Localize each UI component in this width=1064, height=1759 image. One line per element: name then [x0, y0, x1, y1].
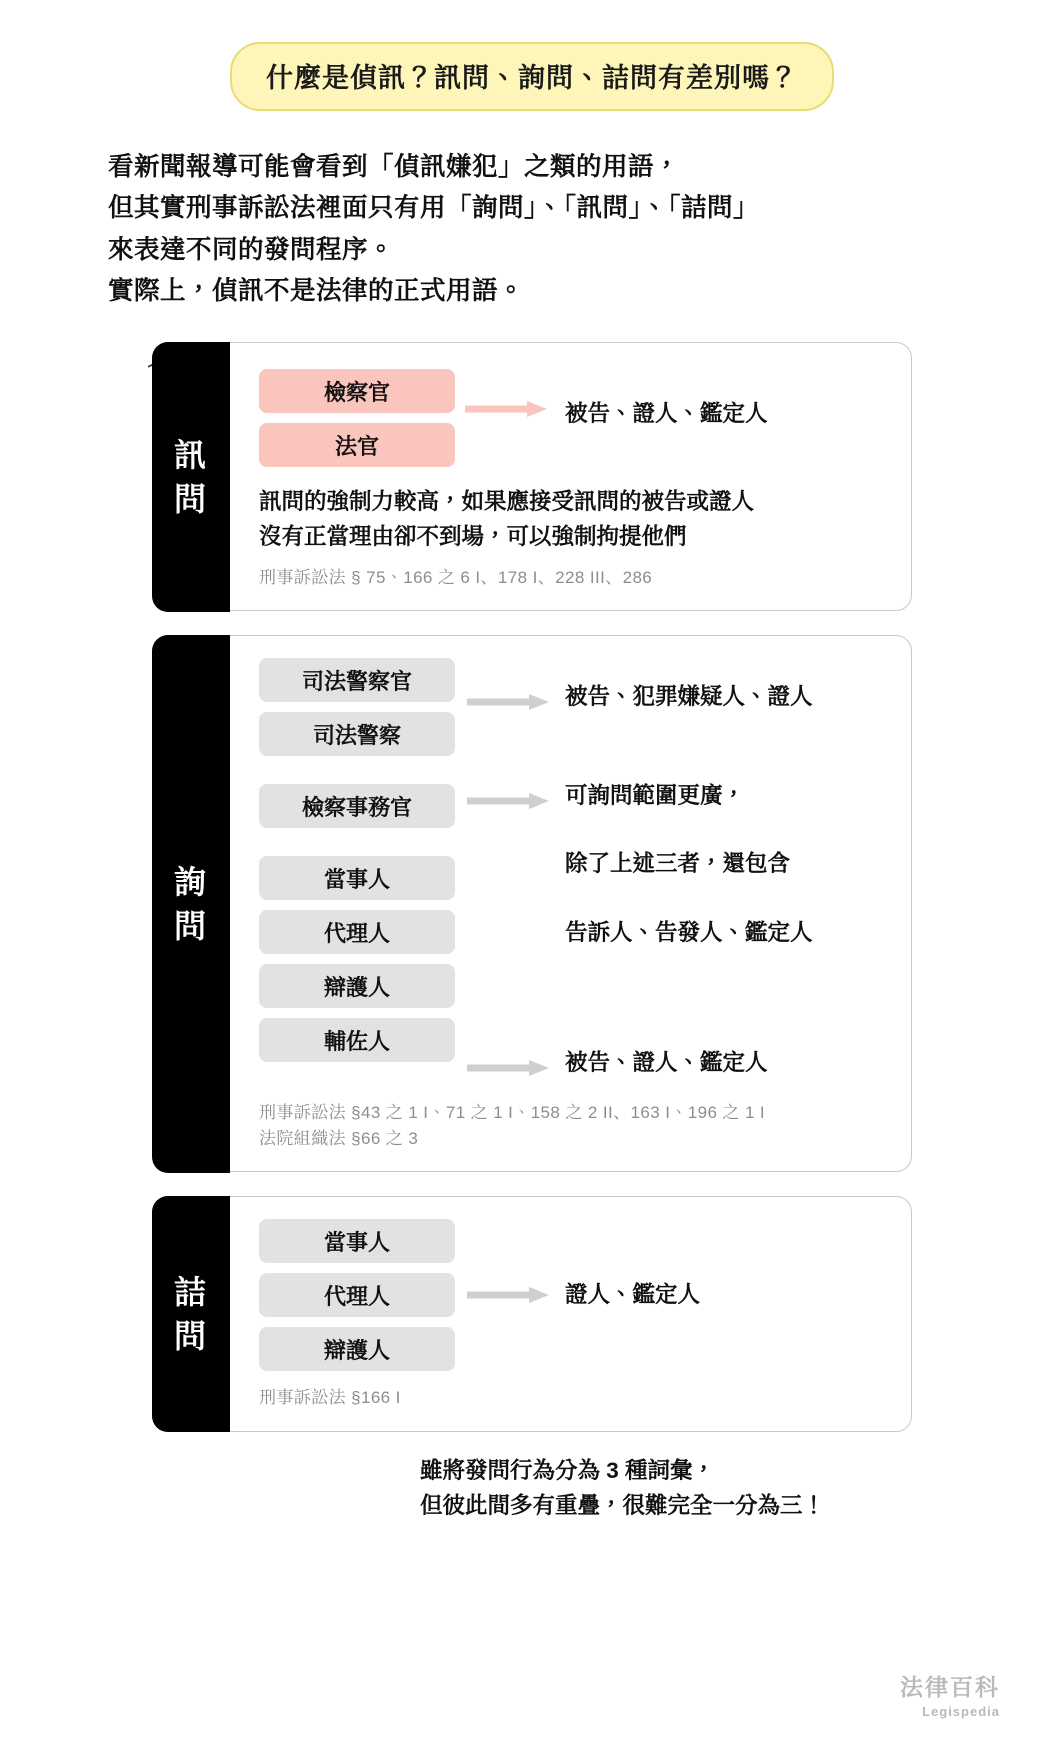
intro-line-3: 來表達不同的發問程序。 [108, 235, 395, 264]
intro-paragraph [108, 147, 1064, 312]
target-text-multiline [565, 745, 813, 984]
description-line-2: 沒有正當理由卻不到場，可以強制拘提他們 [259, 524, 687, 550]
section-tab-label-line1: 詢 [173, 863, 207, 900]
actor-chip: 當事人 [259, 1219, 455, 1263]
footnote [0, 1454, 1064, 1524]
description-line-1: 訊問的強制力較高，如果應接受訊問的被告或證人 [259, 489, 755, 515]
actor-chip: 司法警察官 [259, 658, 455, 702]
brand-name-zh: 法律百科 [900, 1674, 1000, 1700]
intro-line-4: 實際上，偵訊不是法律的正式用語。 [108, 276, 525, 305]
actor-chip: 當事人 [259, 856, 455, 900]
law-reference-line-2: 法院組織法 §66 之 3 [259, 1128, 419, 1148]
arrow-right-icon [465, 692, 551, 712]
section-tab-label-line2: 問 [173, 480, 207, 517]
section-tab-jiewen [152, 1196, 230, 1433]
section-tab-xunwen2 [152, 635, 230, 1173]
actor-chip-group [259, 658, 455, 1080]
actor-chip: 辯護人 [259, 964, 455, 1008]
arrow-right-icon [465, 791, 551, 811]
section-card-xunwen [152, 342, 912, 611]
section-description [259, 485, 885, 555]
arrow-right-icon [465, 1285, 551, 1305]
target-block-3 [455, 1046, 885, 1080]
target-text: 被告、證人、鑑定人 [565, 1049, 768, 1075]
actor-chip-group [259, 369, 455, 467]
section-tab-label-line1: 訊 [173, 436, 207, 473]
law-reference [259, 1100, 885, 1151]
page-title: 什麼是偵訊？訊問、詢問、詰問有差別嗎？ [230, 42, 834, 111]
footnote-line-1: 雖將發問行為分為 3 種詞彙， [420, 1457, 716, 1483]
actor-chip: 代理人 [259, 1273, 455, 1317]
section-body-xunwen [231, 343, 911, 610]
actor-target-row [259, 369, 885, 467]
intro-line-2: 但其實刑事訴訟法裡面只有用「詢問」、「訊問」、「詰問」 [108, 194, 760, 223]
section-tab-xunwen [152, 342, 230, 612]
target-text: 證人、鑑定人 [565, 1282, 701, 1308]
section-card-xunwen2 [152, 635, 912, 1172]
actor-chip: 代理人 [259, 910, 455, 954]
title-banner [0, 42, 1064, 111]
brand-logo [900, 1669, 1000, 1719]
target-text-line-3: 告訴人、告發人、鑑定人 [565, 919, 813, 945]
arrow-right-icon [465, 1058, 551, 1078]
target-text: 被告、犯罪嫌疑人、證人 [565, 684, 813, 710]
target-text-line-1: 可詢問範圍更廣， [565, 782, 746, 808]
actor-chip: 辯護人 [259, 1327, 455, 1371]
actor-chip: 檢察官 [259, 369, 455, 413]
law-reference: 刑事訴訟法 §166 I [259, 1388, 401, 1408]
section-body-jiewen [231, 1197, 911, 1431]
arrow-right-icon [463, 399, 549, 419]
law-reference-line-1: 刑事訴訟法 §43 之 1 I、71 之 1 I、158 之 2 II、163 I、196 之 1 I [259, 1103, 766, 1123]
actor-chip: 輔佐人 [259, 1018, 455, 1062]
target-column [455, 658, 885, 1080]
brand-name-en: Legispedia [922, 1704, 1000, 1719]
actor-target-grid [259, 658, 885, 1080]
target-block-2 [455, 745, 885, 984]
target-text-line-2: 除了上述三者，還包含 [565, 851, 791, 877]
target-block-1 [455, 680, 885, 714]
section-tab-label-line1: 詰 [173, 1273, 207, 1310]
target-text: 被告、證人、鑑定人 [565, 401, 768, 427]
actor-chip: 司法警察 [259, 712, 455, 756]
intro-line-1: 看新聞報導可能會看到「偵訊嫌犯」之類的用語， [108, 153, 681, 181]
actor-chip: 檢察事務官 [259, 784, 455, 828]
section-body-xunwen2 [231, 636, 911, 1171]
actor-chip-group [259, 1219, 455, 1371]
law-reference: 刑事訴訟法 § 75、166 之 6 I、178 I、228 III、286 [259, 567, 653, 587]
actor-target-row [259, 1219, 885, 1371]
actor-chip: 法官 [259, 423, 455, 467]
footnote-line-2: 但彼此間多有重疊，很難完全一分為三！ [420, 1492, 826, 1518]
section-tab-label-line2: 問 [173, 1317, 207, 1354]
section-card-jiewen [152, 1196, 912, 1432]
section-tab-label-line2: 問 [173, 907, 207, 944]
